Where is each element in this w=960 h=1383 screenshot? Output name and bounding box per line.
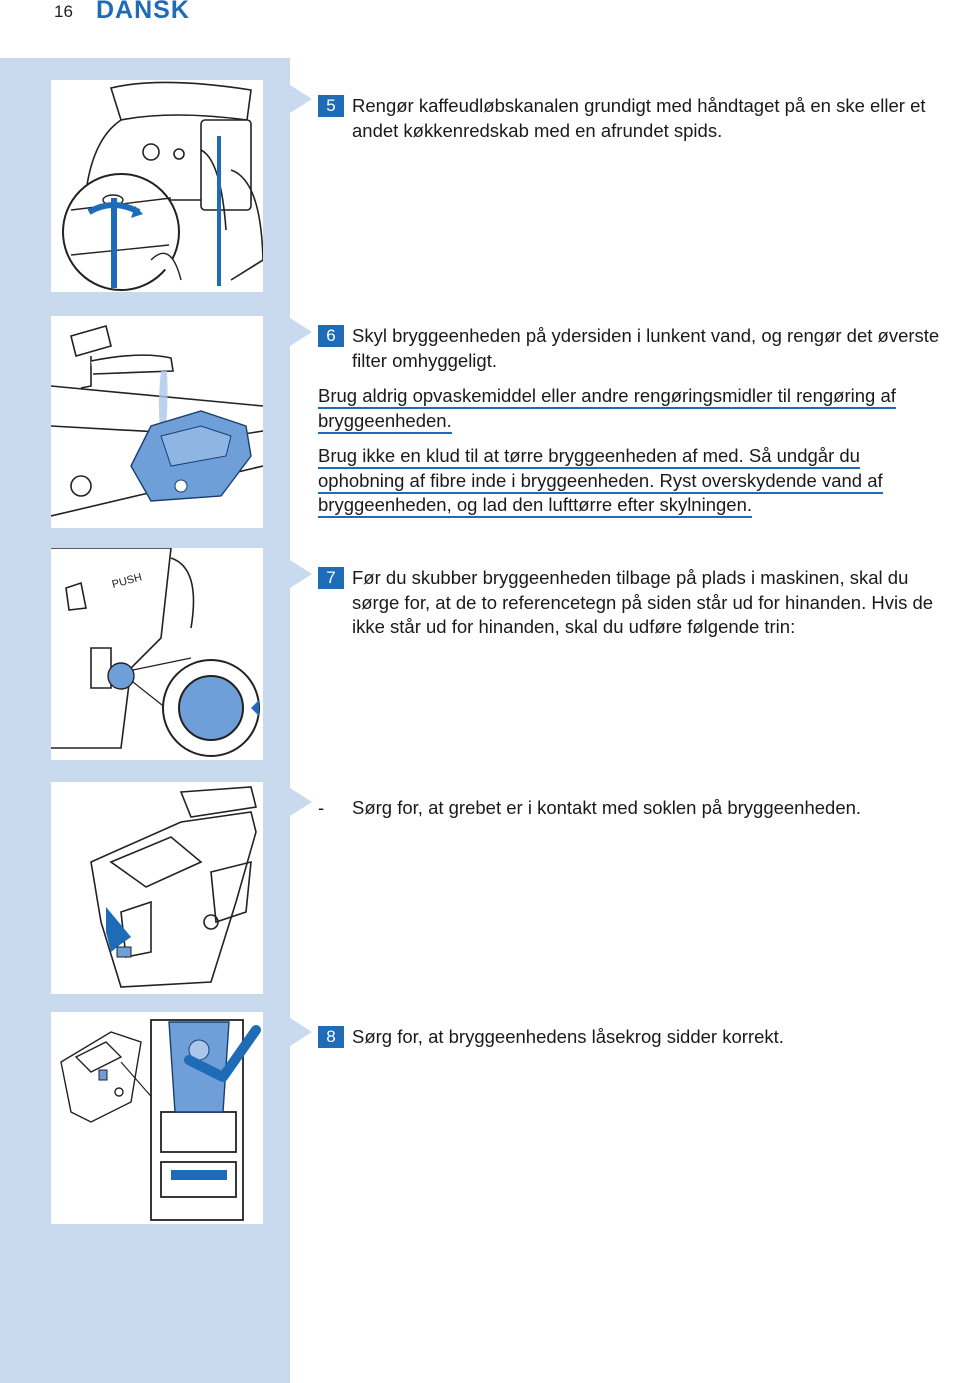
illustration-spout-cleaning — [51, 80, 263, 292]
pointer-step-5 — [290, 85, 312, 113]
pointer-step-8 — [290, 1018, 312, 1046]
step-text: Før du skubber bryggeenheden tilbage på plads i maskinen, skal du sørge for, at de to referencetegn på siden står ud for hinanden. Hvis de ikke står ud for hinanden, skal du udføre følgende trin: — [352, 567, 934, 637]
step-number-badge: 6 — [318, 325, 344, 347]
illustration-locking-hook — [51, 1012, 263, 1224]
step-text: Rengør kaffeudløbskanalen grundigt med håndtaget på en ske eller et andet køkkenredskab med en afrundet spids. — [352, 95, 926, 141]
push-label: PUSH — [110, 571, 144, 591]
step-6 — [318, 324, 958, 373]
pointer-step-6 — [290, 318, 312, 346]
step-text: Sørg for, at bryggeenhedens låsekrog sidder korrekt. — [352, 1026, 784, 1047]
step-5 — [318, 94, 958, 143]
illustration-rinse-brew-unit — [51, 316, 263, 528]
illustration-reference-marks — [51, 548, 263, 760]
step-text: Skyl bryggeenheden på ydersiden i lunkent vand, og rengør det øverste filter omhyggeligt. — [352, 325, 940, 371]
step-7 — [318, 566, 958, 640]
step-number-badge: 7 — [318, 567, 344, 589]
warning-note — [318, 384, 948, 433]
caution-note — [318, 444, 948, 518]
illustration-handle-contact — [51, 782, 263, 994]
step-8 — [318, 1025, 958, 1050]
page-number: 16 — [54, 2, 73, 21]
warning-note-text: Brug aldrig opvaskemiddel eller andre rengøringsmidler til rengøring af bryggeenheden. — [318, 385, 896, 434]
sub-item-text: Sørg for, at grebet er i kontakt med soklen på bryggeenheden. — [352, 797, 862, 818]
pointer-step-7 — [290, 560, 312, 588]
step-number-badge: 8 — [318, 1026, 344, 1048]
sub-item-marker: - — [318, 797, 325, 818]
step-number-badge: 5 — [318, 95, 344, 117]
section-title: DANSK — [96, 0, 190, 24]
pointer-sub-item — [290, 788, 312, 816]
sub-item — [318, 796, 861, 821]
caution-note-text: Brug ikke en klud til at tørre bryggeenheden af med. Så undgår du ophobning af fibre inde i bryggeenheden. Ryst overskydende vand af bryggeenheden, og lad den lufttørre efter skylningen. — [318, 445, 883, 518]
